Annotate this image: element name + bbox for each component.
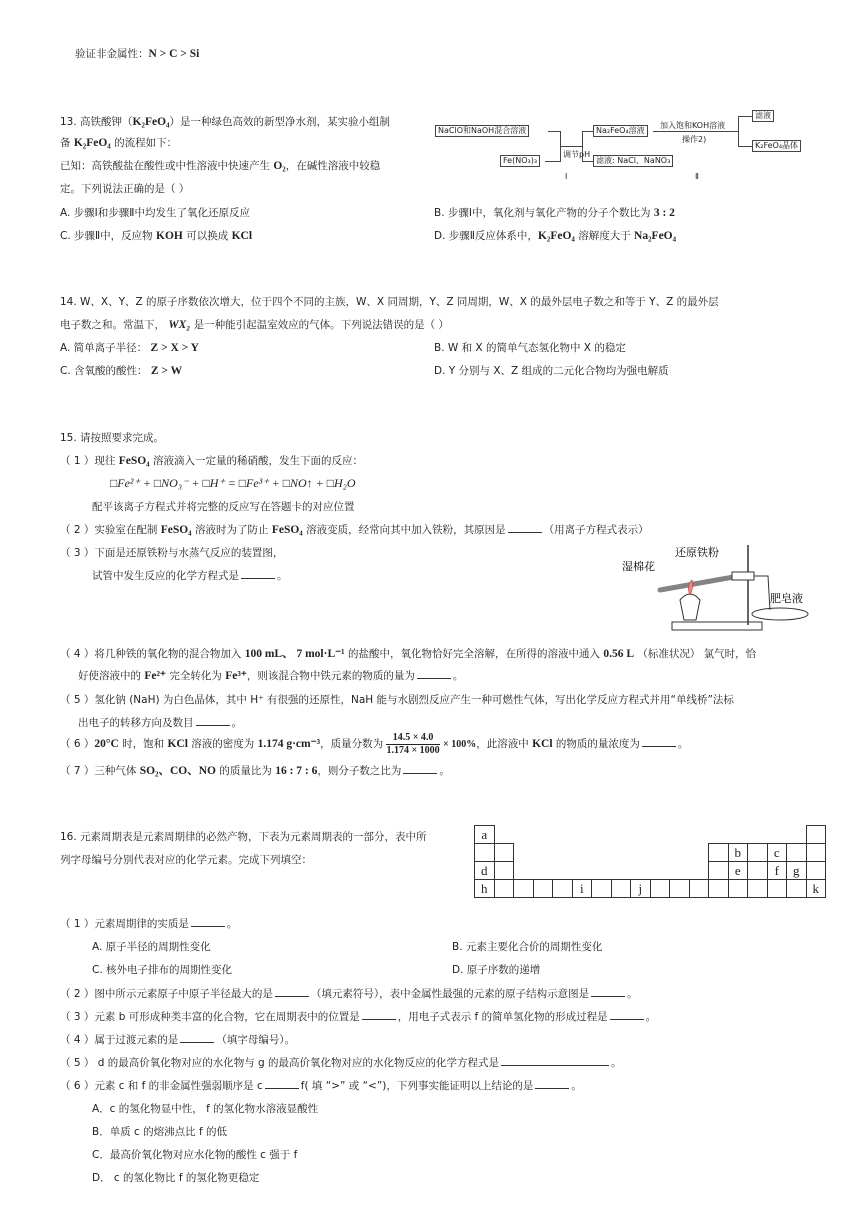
q15-part1: （ 1 ）现往 FeSO₄ 溶液滴入一定量的稀硝酸，发生下面的反应： [60,455,363,467]
cell-f: f [767,862,787,880]
q15-title: 15. 请按照要求完成。 [60,432,165,444]
periodic-table-fragment [474,825,826,898]
q16-part5: （ 5 ） d 的最高价氧化物对应的水化物与 g 的最高价氧化物对应的水化物反应的化学方程式是 。 [60,1057,622,1069]
answer-blank[interactable] [417,668,451,679]
cell-g: g [787,862,807,880]
answer-blank[interactable] [535,1078,569,1089]
q13-option-a: A. 步骤Ⅰ和步骤Ⅱ中均发生了氧化还原反应 [60,207,250,219]
q13-stem-line3: 已知：高铁酸盐在酸性或中性溶液中快速产生 O₂，在碱性溶液中较稳 [60,160,381,172]
answer-blank[interactable] [275,986,309,997]
mass-fraction: $\frac{14.5 \times 4.0}{1.174 \times 1000}$ [386,731,440,756]
q16-part1-option-c: C. 核外电子排布的周期性变化 [92,964,233,976]
answer-blank[interactable] [403,763,437,774]
q16-part3: （ 3 ）元素 b 可形成种类丰富的化合物，它在周期表中的位置是 ，用电子式表示 f 的简单氢化物的形成过程是 。 [60,1011,657,1023]
q13-stem-line1: 13. 高铁酸钾（K₂FeO₄）是一种绿色高效的新型净水剂，某实验小组制 [60,116,390,128]
q15-part4-line2: 好使溶液中的 Fe²⁺ 完全转化为 Fe³⁺，则该混合物中铁元素的物质的量为 。 [78,670,464,682]
q15-part3-line2: 试管中发生反应的化学方程式是 。 [92,570,288,582]
flow-label-adjust-ph: 调节pH [563,150,591,159]
answer-blank[interactable] [241,568,275,579]
q14-option-a: A. 简单离子半径： Z > X > Y [60,342,199,354]
label-wet-cotton: 湿棉花 [622,560,655,573]
cell-h: h [475,880,495,898]
label-reduced-iron: 还原铁粉 [675,546,719,559]
q16-part6-option-d: D． c 的氢化物比 f 的氢化物更稳定 [92,1172,260,1184]
flow-box-filtrate1: 滤液: NaCl、NaNO₃ [593,155,673,167]
q14-stem-line2: 电子数之和。常温下， WX₂ 是一种能引起温室效应的气体。下列说法错误的是（ ） [60,319,449,331]
q13-option-c: C. 步骤Ⅱ中，反应物 KOH 可以换成 KCl [60,230,253,242]
answer-blank[interactable] [508,522,542,533]
flow-box-na2feo4: Na₂FeO₄溶液 [593,125,648,137]
cell-b: b [728,844,748,862]
q16-part1: （ 1 ）元素周期律的实质是 。 [60,918,238,930]
cell-a: a [475,826,495,844]
flow-box-naclo: NaClO和NaOH混合溶液 [435,125,529,137]
q14-option-d: D. Y 分别与 X、Z 组成的二元化合物均为强电解质 [434,365,669,377]
q15-part5: （ 5 ）氢化钠 (NaH) 为白色晶体，其中 H⁺ 有很强的还原性，NaH 能与水剧烈反应产生一种可燃性气体，写出化学反应方程式并用“单线桥”法标 [60,694,734,706]
flow-step-2: Ⅱ [695,172,699,181]
q15-part7: （ 7 ）三种气体 SO₂、CO、NO 的质量比为 16 : 7 : 6，则分子数之比为 。 [60,765,450,777]
flow-box-fe-nitrate: Fe(NO₃)₃ [500,155,540,167]
answer-blank[interactable] [265,1078,299,1089]
q16-part6-option-a: A．c 的氢化物显中性， f 的氢化物水溶液显酸性 [92,1103,319,1115]
top-line: 验证非金属性：N > C > Si [75,48,200,60]
answer-blank[interactable] [180,1032,214,1043]
q16-part1-option-b: B. 元素主要化合价的周期性变化 [452,941,603,953]
cell-k: k [806,880,826,898]
cell-d: d [475,862,495,880]
answer-blank[interactable] [191,916,225,927]
q16-part1-option-d: D. 原子序数的递增 [452,964,541,976]
q15-part5-line2: 出电子的转移方向及数目 。 [78,717,242,729]
cell-noble-1 [806,826,826,844]
q16-stem-line2: 列字母编号分别代表对应的化学元素。完成下列填空： [60,854,312,866]
answer-blank[interactable] [642,736,676,747]
q14-stem-line1: 14. W、X、Y、Z 的原子序数依次增大，位于四个不同的主族，W、X 同周期，Y、Z 同周期，W、X 的最外层电子数之和等于 Y、Z 的最外层 [60,296,719,308]
cell-j: j [631,880,651,898]
q15-part3: （ 3 ）下面是还原铁粉与水蒸气反应的装置图， [60,547,284,559]
q14-option-b: B. W 和 X 的简单气态氢化物中 X 的稳定 [434,342,626,354]
q13-stem-line4: 定。下列说法正确的是（ ） [60,183,190,195]
q16-part6-option-b: B．单质 c 的熔沸点比 f 的低 [92,1126,228,1138]
flow-box-k2feo4-crystal: K₂FeO₄晶体 [752,140,801,152]
q15-part6: （ 6 ）20°C 时，饱和 KCl 溶液的密度为 1.174 g·cm⁻³，质量分数为 $\frac{14.5 \times 4.0}{1.174 \times 1000}$ × 100%，此溶液中 KCl 的物质的量浓度为 。 [60,731,689,756]
answer-blank[interactable] [362,1009,396,1020]
q13-option-b: B. 步骤Ⅰ中，氧化剂与氧化产物的分子个数比为 3 : 2 [434,207,675,219]
q16-stem-line1: 16. 元素周期表是元素周期律的必然产物，下表为元素周期表的一部分，表中所 [60,831,427,843]
cell-e: e [728,862,748,880]
flow-label-operation: 操作2) [682,135,707,144]
cell-i: i [572,880,592,898]
answer-blank[interactable] [196,715,230,726]
q15-part2: （ 2 ）实验室在配制 FeSO₄ 溶液时为了防止 FeSO₄ 溶液变质，经常向其中加入铁粉，其原因是 （用离子方程式表示） [60,524,649,536]
q16-part6: （ 6 ）元素 c 和 f 的非金属性强弱顺序是 c f( 填 “>” 或 “<”)，下列事实能证明以上结论的是 。 [60,1080,582,1092]
q13-option-d: D. 步骤Ⅱ反应体系中，K₂FeO₄ 溶解度大于 Na₂FeO₄ [434,230,677,242]
q15-part1-equation: □Fe²⁺ + □NO₃⁻ + □H⁺ = □Fe³⁺ + □NO↑ + □H₂O [110,476,356,490]
q16-part1-option-a: A. 原子半径的周期性变化 [92,941,211,953]
cell-c: c [767,844,787,862]
q14-option-c: C. 含氧酸的酸性： Z > W [60,365,183,377]
q13-stem-line2: 备 K₂FeO₄ 的流程如下： [60,137,178,149]
flow-step-1: Ⅰ [565,172,568,181]
q16-part6-option-c: C．最高价氧化物对应水化物的酸性 c 强于 f [92,1149,298,1161]
iron-steam-apparatus [620,540,820,640]
answer-blank[interactable] [610,1009,644,1020]
q15-part4: （ 4 ）将几种铁的氧化物的混合物加入 100 mL、 7 mol·L⁻¹ 的盐酸中，氧化物恰好完全溶解，在所得的溶液中通入 0.56 L （标准状况） 氯气时，恰 [60,648,757,660]
q16-part2: （ 2 ）图中所示元素原子中原子半径最大的是 （填元素符号），表中金属性最强的元素的原子结构示意图是 。 [60,988,638,1000]
q16-part4: （ 4 ）属于过渡元素的是 （填字母编号）。 [60,1034,296,1046]
answer-blank[interactable] [501,1055,609,1066]
q15-part1-note: 配平该离子方程式并将完整的反应写在答题卡的对应位置 [92,501,355,513]
label-soap-solution: 肥皂液 [770,592,803,605]
answer-blank[interactable] [591,986,625,997]
flow-box-filtrate2: 滤液 [752,110,774,122]
flow-label-add-koh: 加入饱和KOH溶液 [660,121,726,130]
